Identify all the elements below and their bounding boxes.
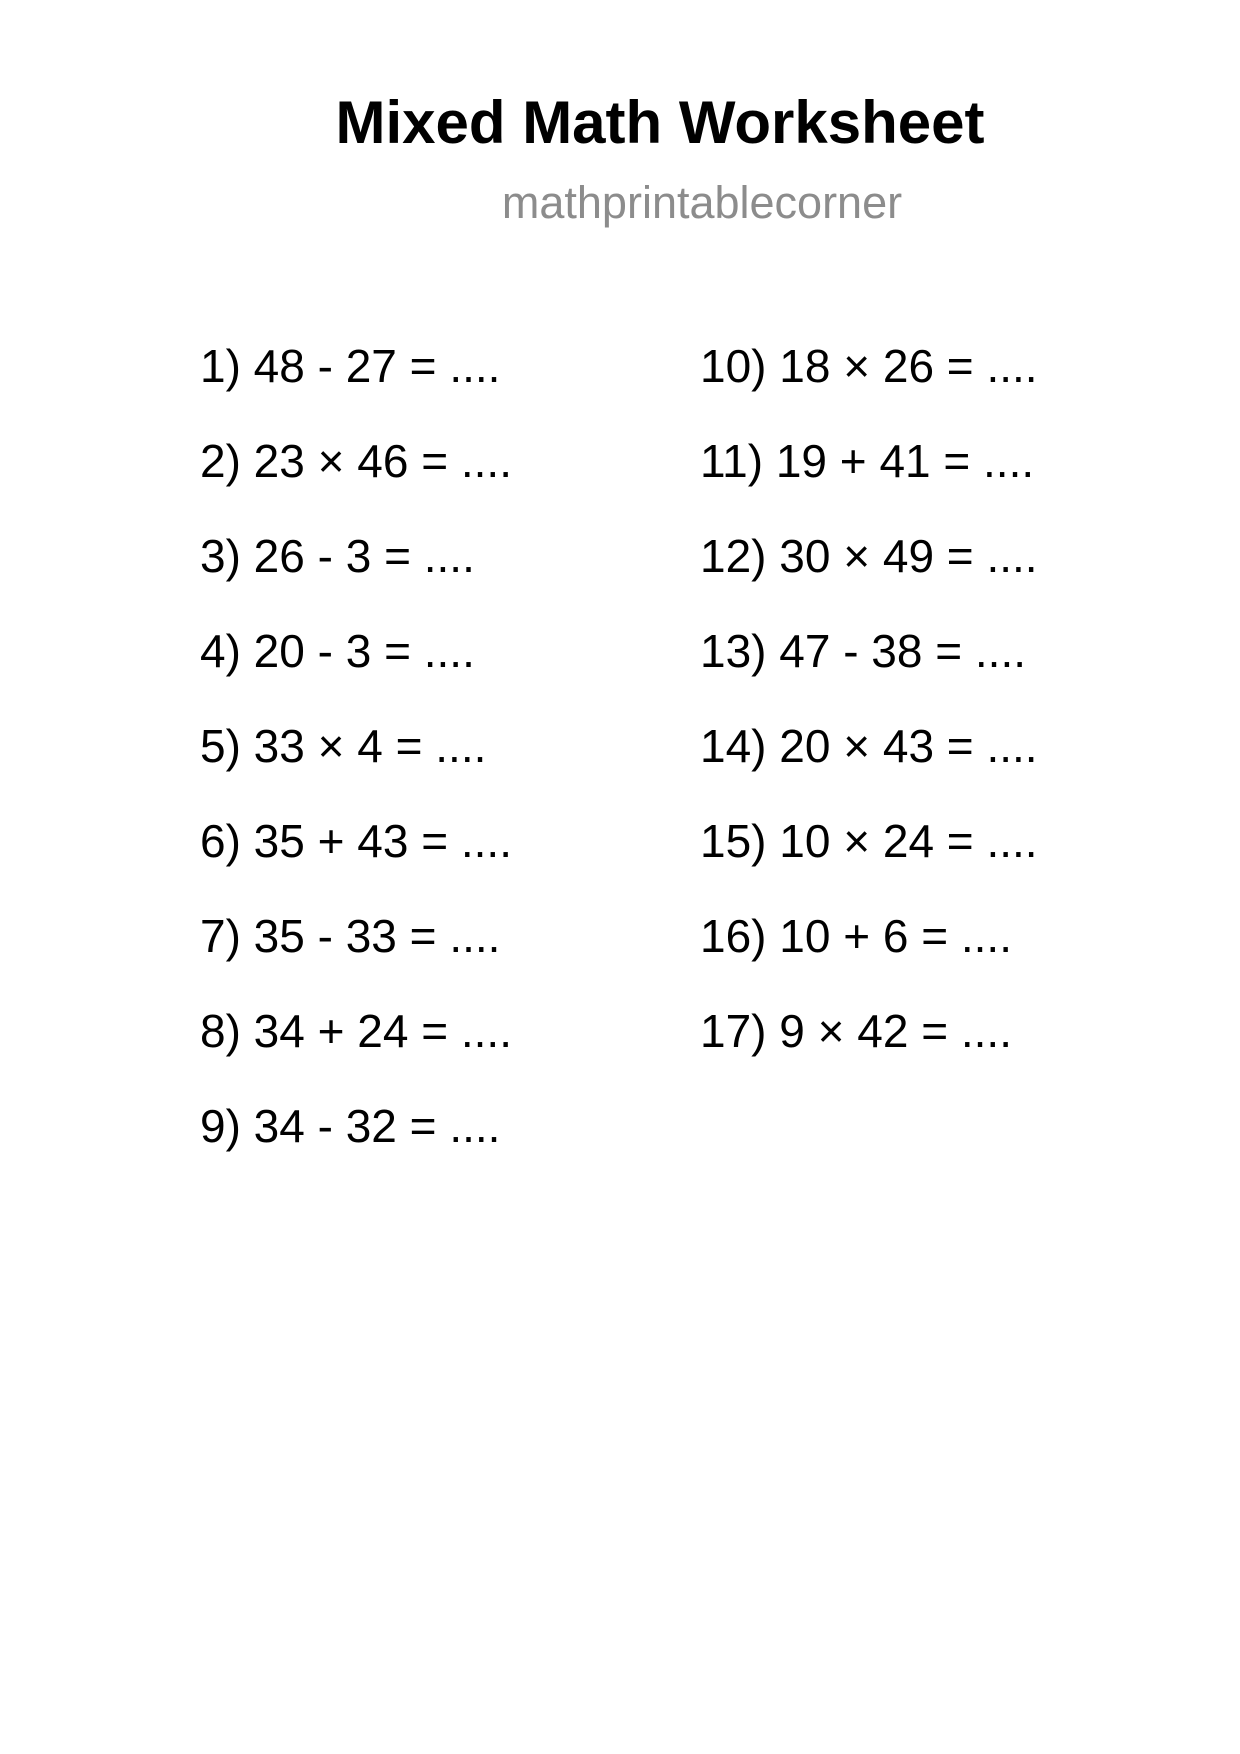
page-title: Mixed Math Worksheet (335, 89, 985, 156)
problem-7: 7) 35 - 33 = .... (200, 910, 501, 962)
problem-2: 2) 23 × 46 = .... (200, 435, 512, 487)
problem-13: 13) 47 - 38 = .... (700, 625, 1027, 677)
problem-15: 15) 10 × 24 = .... (700, 815, 1038, 867)
problems-right-column (700, 319, 1038, 1079)
page-subtitle: mathprintablecorner (501, 177, 903, 228)
problems-left-column (200, 319, 512, 1174)
problem-10: 10) 18 × 26 = .... (700, 340, 1038, 392)
problem-11: 11) 19 + 41 = .... (700, 435, 1035, 487)
problem-16: 16) 10 + 6 = .... (700, 910, 1012, 962)
problem-6: 6) 35 + 43 = .... (200, 815, 512, 867)
problem-9: 9) 34 - 32 = .... (200, 1100, 501, 1152)
problem-3: 3) 26 - 3 = .... (200, 530, 475, 582)
problem-17: 17) 9 × 42 = .... (700, 1005, 1012, 1057)
problem-14: 14) 20 × 43 = .... (700, 720, 1038, 772)
problem-8: 8) 34 + 24 = .... (200, 1005, 512, 1057)
problem-12: 12) 30 × 49 = .... (700, 530, 1038, 582)
problem-4: 4) 20 - 3 = .... (200, 625, 475, 677)
problem-1: 1) 48 - 27 = .... (200, 340, 501, 392)
problem-5: 5) 33 × 4 = .... (200, 720, 487, 772)
